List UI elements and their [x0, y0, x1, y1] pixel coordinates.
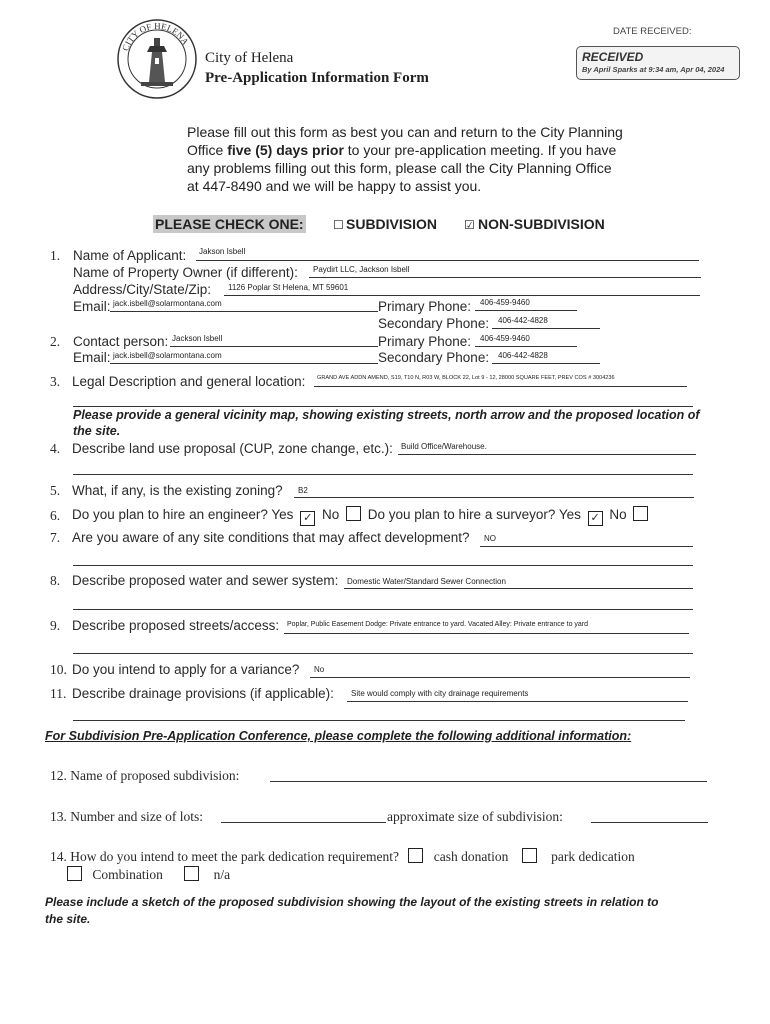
seal-text: CITY OF HELENA — [120, 20, 191, 53]
received-stamp — [576, 46, 740, 80]
city-seal — [116, 18, 198, 100]
primary-phone-line — [475, 310, 577, 311]
city-name: City of Helena — [205, 50, 294, 66]
streets-access-value[interactable]: Poplar, Public Easement Dodge: Private entrance to yard. Vacated Alley: Private entrance to yard — [287, 621, 589, 628]
primary-phone-value[interactable]: 406-459-9460 — [480, 298, 530, 307]
surveyor-yes-checkbox[interactable]: ✓ — [588, 511, 603, 526]
secondary-phone-value[interactable]: 406-442-4828 — [498, 316, 548, 325]
subdivision-size-line[interactable] — [591, 822, 708, 823]
address-line — [224, 295, 700, 296]
intro-paragraph — [187, 123, 623, 195]
site-conditions-value[interactable]: NO — [484, 534, 496, 543]
contact-primary-line — [475, 346, 577, 347]
contact-secondary-line — [492, 363, 600, 364]
intro-line-3: any problems filling out this form, please call the City Planning Office — [187, 160, 612, 176]
address-label: Address/City/State/Zip: — [73, 282, 212, 297]
land-use-line-2 — [73, 474, 693, 475]
contact-label: Contact person: — [73, 334, 169, 349]
contact-email-label: Email: — [73, 350, 111, 365]
legal-description-line — [314, 386, 687, 387]
surveyor-label: Do you plan to hire a surveyor? Yes — [367, 507, 581, 522]
stamp-subtitle: By April Sparks at 9:34 am, Apr 04, 2024 — [582, 65, 725, 74]
q2-number: 2. — [50, 334, 61, 349]
applicant-line — [196, 260, 699, 261]
water-sewer-label: Describe proposed water and sewer system: — [72, 573, 339, 588]
owner-line — [309, 277, 701, 278]
land-use-line — [398, 454, 696, 455]
engineer-no-label: No — [321, 507, 340, 522]
surveyor-no-label: No — [609, 507, 627, 522]
drainage-line — [347, 701, 688, 702]
primary-phone-label: Primary Phone: — [378, 299, 472, 314]
park-dedication-row-2 — [64, 866, 230, 883]
q9-number: 9. — [50, 618, 61, 633]
address-value[interactable]: 1126 Poplar St Helena, MT 59601 — [228, 283, 349, 292]
q6-number: 6. — [50, 508, 61, 523]
sketch-note-2: the site. — [45, 912, 91, 926]
legal-description-label: Legal Description and general location: — [72, 374, 306, 389]
sketch-note: Please include a sketch of the proposed subdivision showing the layout of the existing streets in relation to — [45, 895, 659, 909]
streets-access-line-2 — [73, 653, 693, 654]
secondary-phone-label: Secondary Phone: — [378, 316, 490, 331]
subdivision-name-line[interactable] — [270, 781, 707, 782]
variance-line — [310, 677, 690, 678]
legal-description-value[interactable]: GRAND AVE ADDN AMEND, S19, T10 N, R03 W, BLOCK 22, Lot 9 - 12, 28000 SQUARE FEET, PREV COS # 3004236 — [317, 375, 615, 381]
email-line — [110, 311, 378, 312]
stamp-title: RECEIVED — [582, 50, 644, 64]
email-label: Email: — [73, 299, 111, 314]
variance-value[interactable]: No — [314, 665, 325, 674]
lots-line[interactable] — [221, 822, 386, 823]
park-dedication-label: 14. How do you intend to meet the park dedication requirement? — [50, 849, 400, 864]
vicinity-map-note-2: the site. — [73, 424, 121, 438]
contact-value[interactable]: Jackson Isbell — [172, 334, 223, 343]
drainage-label: Describe drainage provisions (if applicable): — [72, 686, 334, 701]
q7-number: 7. — [50, 530, 61, 545]
zoning-line — [294, 497, 694, 498]
land-use-value[interactable]: Build Office/Warehouse. — [401, 442, 487, 451]
park-dedication-checkbox[interactable] — [522, 848, 537, 863]
legal-description-line-2 — [73, 406, 693, 407]
subdivision-section-heading: For Subdivision Pre-Application Conference, please complete the following additional information: — [45, 729, 632, 743]
combination-checkbox[interactable] — [67, 866, 82, 881]
applicant-label: Name of Applicant: — [73, 248, 187, 263]
vicinity-map-note: Please provide a general vicinity map, showing existing streets, north arrow and the proposed location of — [73, 408, 700, 422]
zoning-value[interactable]: B2 — [298, 486, 308, 495]
engineer-yes-checkbox[interactable]: ✓ — [300, 511, 315, 526]
subdivision-name-label: 12. Name of proposed subdivision: — [50, 768, 240, 783]
contact-primary-label: Primary Phone: — [378, 334, 472, 349]
engineer-surveyor-row — [72, 506, 651, 526]
contact-primary-value[interactable]: 406-459-9460 — [480, 334, 530, 343]
intro-line-1: Please fill out this form as best you can and return to the City Planning — [187, 124, 623, 140]
subdivision-size-label: approximate size of subdivision: — [387, 809, 563, 824]
cash-donation-checkbox[interactable] — [408, 848, 423, 863]
combination-label: Combination — [92, 867, 163, 882]
site-conditions-label: Are you aware of any site conditions that may affect development? — [72, 530, 470, 545]
contact-email-line — [110, 363, 378, 364]
q5-number: 5. — [50, 483, 61, 498]
intro-line-4: at 447-8490 and we will be happy to assist you. — [187, 178, 482, 194]
park-dedication-row — [50, 848, 635, 865]
site-conditions-line — [480, 546, 693, 547]
intro-line-2: Office five (5) days prior to your pre-application meeting. If you have — [187, 142, 617, 158]
date-received-label: DATE RECEIVED: — [613, 26, 692, 37]
q3-number: 3. — [50, 374, 61, 389]
cash-donation-label: cash donation — [433, 849, 509, 864]
drainage-line-2 — [73, 720, 685, 721]
contact-line — [170, 346, 378, 347]
owner-value[interactable]: Paydirt LLC, Jackson Isbell — [313, 265, 410, 274]
subdivision-checkbox[interactable]: ☐ — [333, 218, 344, 232]
site-conditions-line-2 — [73, 565, 693, 566]
surveyor-no-checkbox[interactable] — [633, 506, 648, 521]
contact-secondary-label: Secondary Phone: — [378, 350, 490, 365]
applicant-value[interactable]: Jakson Isbell — [199, 247, 246, 256]
q11-number: 11. — [50, 686, 67, 701]
land-use-label: Describe land use proposal (CUP, zone change, etc.): — [72, 441, 393, 456]
non-subdivision-checkbox[interactable]: ☑ — [464, 218, 475, 232]
secondary-phone-line — [492, 328, 600, 329]
variance-label: Do you intend to apply for a variance? — [72, 662, 300, 677]
q8-number: 8. — [50, 573, 61, 588]
check-one-label: PLEASE CHECK ONE: — [155, 216, 304, 232]
subdivision-label: SUBDIVISION — [346, 216, 438, 232]
engineer-no-checkbox[interactable] — [346, 506, 361, 521]
q1-number: 1. — [50, 248, 61, 263]
form-title: Pre-Application Information Form — [205, 70, 429, 86]
water-sewer-line-2 — [73, 609, 693, 610]
streets-access-line — [284, 633, 689, 634]
non-subdivision-label: NON-SUBDIVISION — [478, 216, 605, 232]
park-dedication-option-label: park dedication — [551, 849, 635, 864]
water-sewer-line — [344, 588, 693, 589]
water-sewer-value[interactable]: Domestic Water/Standard Sewer Connection — [347, 577, 506, 586]
contact-email-value[interactable]: jack.isbell@solarmontana.com — [113, 351, 222, 360]
owner-label: Name of Property Owner (if different): — [73, 265, 298, 280]
q10-number: 10. — [50, 662, 67, 677]
intro-deadline: five (5) days prior — [227, 142, 344, 158]
engineer-label: Do you plan to hire an engineer? Yes — [72, 507, 294, 522]
lots-label: 13. Number and size of lots: — [50, 809, 203, 824]
zoning-label: What, if any, is the existing zoning? — [72, 483, 283, 498]
streets-access-label: Describe proposed streets/access: — [72, 618, 280, 633]
na-label: n/a — [213, 867, 231, 882]
email-value[interactable]: jack.isbell@solarmontana.com — [113, 299, 222, 308]
contact-secondary-value[interactable]: 406-442-4828 — [498, 351, 548, 360]
q4-number: 4. — [50, 441, 61, 456]
drainage-value[interactable]: Site would comply with city drainage requirements — [351, 689, 529, 698]
city-seal-icon — [116, 18, 198, 100]
na-checkbox[interactable] — [184, 866, 199, 881]
